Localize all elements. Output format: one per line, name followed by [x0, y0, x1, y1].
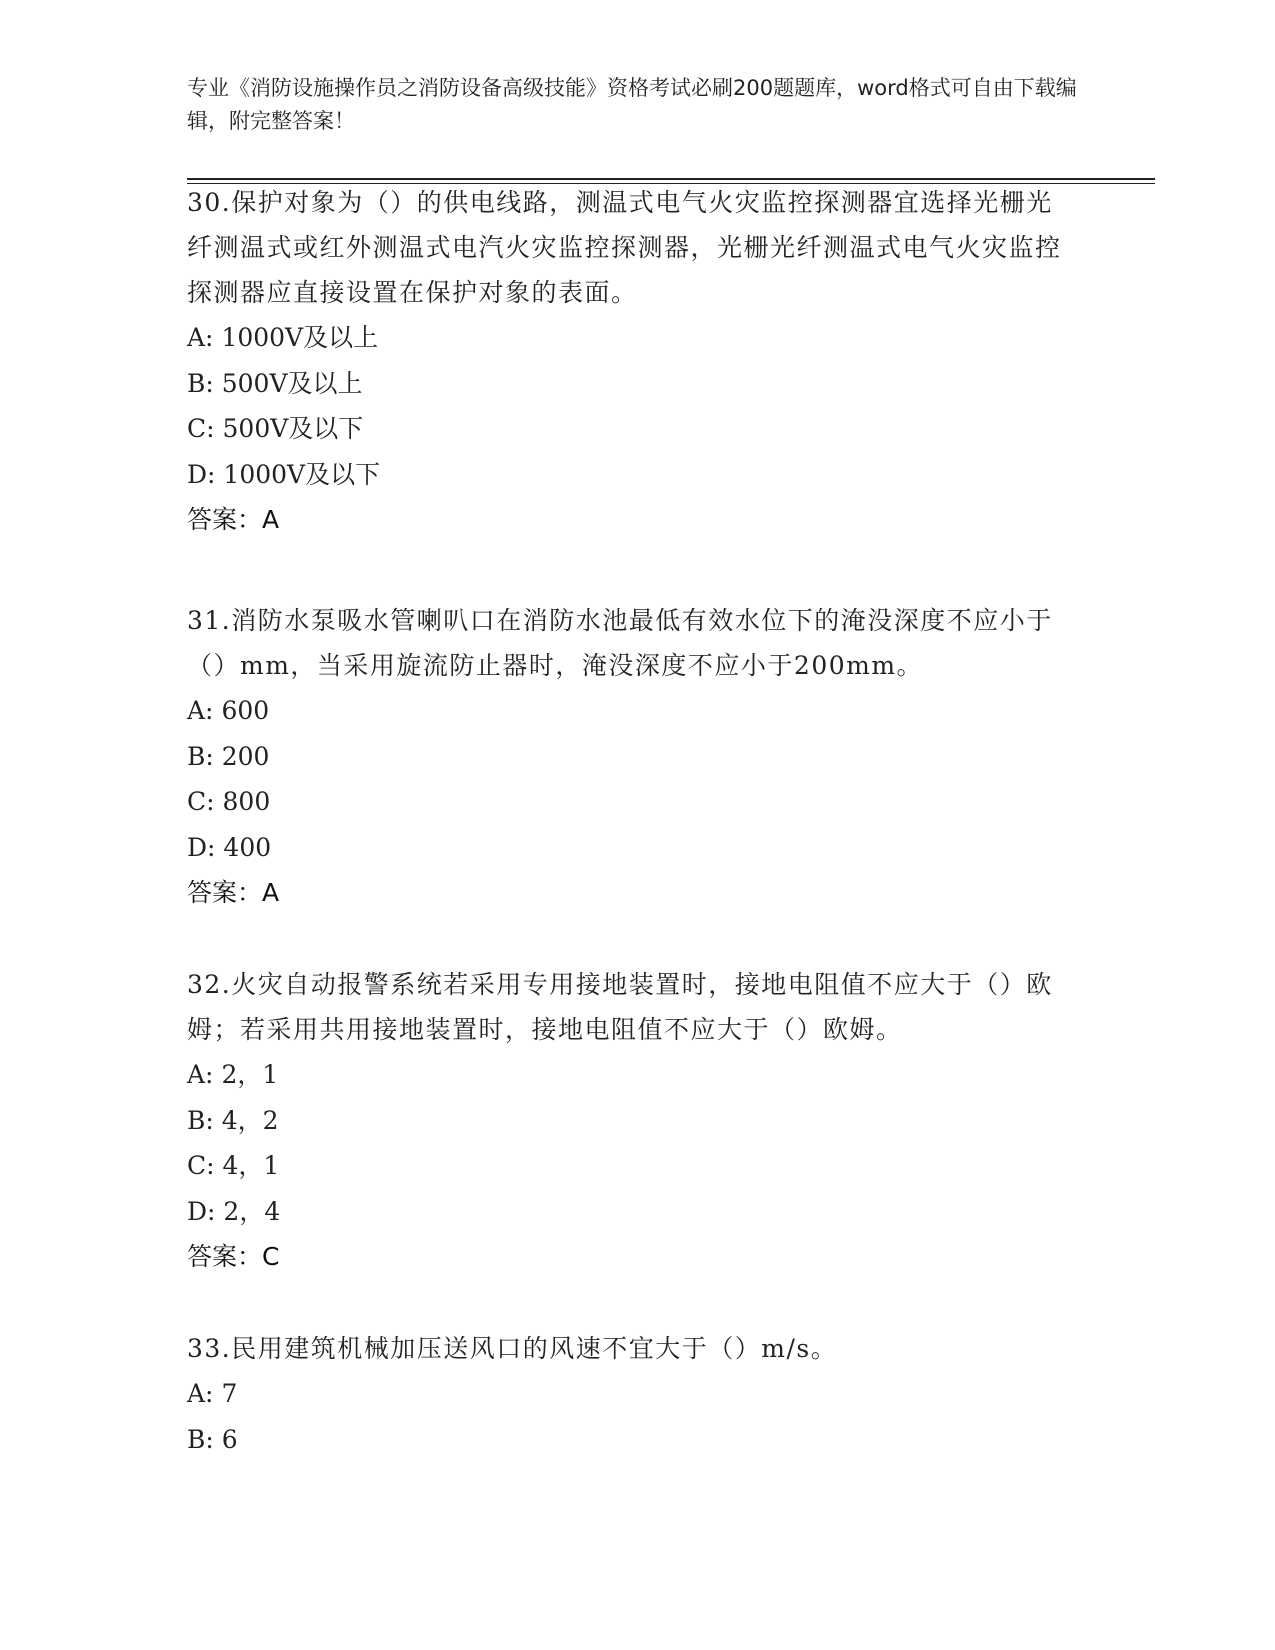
- option-letter: C:: [187, 1151, 215, 1180]
- option-letter: D:: [187, 1196, 216, 1226]
- question-stem: 30.保护对象为（）的供电线路，测温式电气火灾监控探测器宜选择光栅光纤测温式或红外测温式电汽火灾监控探测器，光栅光纤测温式电气火灾监控探测器应直接设置在保护对象的表面。: [187, 188, 1062, 307]
- option-c: [187, 779, 1077, 825]
- option-text: 200: [221, 741, 270, 771]
- answer-line: 答案：A: [187, 505, 280, 534]
- option-letter: D:: [187, 459, 216, 489]
- answer-line: 答案：A: [187, 878, 280, 907]
- option-a: [187, 315, 1077, 361]
- option-letter: B:: [187, 741, 214, 771]
- option-d: [187, 452, 1077, 498]
- document-header: 专业《消防设施操作员之消防设备高级技能》资格考试必刷200题题库，word格式可自由下载编辑，附完整答案！: [187, 76, 1077, 133]
- option-text: 800: [222, 787, 271, 816]
- option-b: [187, 1417, 1077, 1463]
- question-stem: 31.消防水泵吸水管喇叭口在消防水池最低有效水位下的淹没深度不应小于（）mm，当采用旋流防止器时，淹没深度不应小于200mm。: [187, 606, 1053, 680]
- option-text: 1000V及以下: [223, 459, 381, 489]
- option-d: [187, 825, 1077, 871]
- option-text: 4，1: [222, 1151, 280, 1180]
- option-text: 7: [221, 1379, 238, 1408]
- option-letter: A:: [187, 1060, 214, 1089]
- question-32: [187, 962, 1077, 1280]
- question-stem: 32.火灾自动报警系统若采用专用接地装置时，接地电阻值不应大于（）欧姆；若采用共用接地装置时，接地电阻值不应大于（）欧姆。: [187, 970, 1053, 1044]
- option-letter: B:: [187, 1105, 214, 1135]
- question-stem: 33.民用建筑机械加压送风口的风速不宜大于（）m/s。: [187, 1334, 838, 1363]
- option-letter: A:: [187, 323, 214, 352]
- option-c: [187, 406, 1077, 452]
- option-text: 600: [221, 696, 270, 725]
- option-a: [187, 1371, 1077, 1417]
- option-text: 1000V及以上: [221, 323, 379, 352]
- option-b: [187, 361, 1077, 407]
- option-text: 2，1: [221, 1060, 279, 1089]
- option-b: [187, 734, 1077, 780]
- question-30: [187, 180, 1077, 543]
- option-a: [187, 1052, 1077, 1098]
- option-c: [187, 1143, 1077, 1189]
- option-text: 500V及以下: [222, 414, 364, 443]
- option-b: [187, 1098, 1077, 1144]
- option-letter: B:: [187, 368, 214, 398]
- option-letter: D:: [187, 832, 216, 862]
- option-letter: A:: [187, 696, 214, 725]
- option-letter: B:: [187, 1424, 214, 1454]
- question-33: [187, 1326, 1077, 1462]
- answer-line: 答案：C: [187, 1242, 280, 1271]
- question-31: [187, 598, 1077, 916]
- option-text: 2，4: [223, 1196, 281, 1226]
- option-a: [187, 688, 1077, 734]
- option-letter: C:: [187, 414, 215, 443]
- option-letter: A:: [187, 1379, 214, 1408]
- option-d: [187, 1189, 1077, 1235]
- option-text: 4，2: [221, 1105, 279, 1135]
- option-text: 500V及以上: [221, 368, 363, 398]
- option-text: 6: [221, 1424, 238, 1454]
- option-letter: C:: [187, 787, 215, 816]
- option-text: 400: [223, 832, 272, 862]
